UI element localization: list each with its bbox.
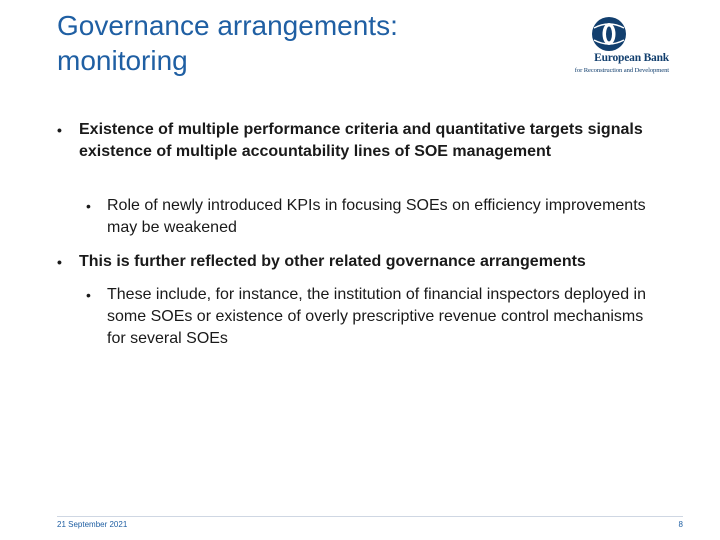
- bullet-marker: •: [86, 287, 91, 303]
- bullet-marker: •: [57, 122, 62, 138]
- slide-title-line-2: monitoring: [57, 45, 188, 76]
- bullet-marker: •: [86, 198, 91, 214]
- bullet-marker: •: [57, 254, 62, 270]
- bullet-text: Role of newly introduced KPIs in focusing SOEs on efficiency improvements may be weakened: [107, 197, 646, 236]
- footer-date: 21 September 2021: [57, 520, 128, 529]
- ebrd-logo: [553, 16, 669, 78]
- ebrd-logo-icon: [591, 16, 627, 52]
- bullet-text: This is further reflected by other related governance arrangements: [79, 253, 586, 270]
- bullet-text: Existence of multiple performance criteria and quantitative targets signals existence of multiple accountability lines of SOE management: [79, 121, 643, 160]
- bullet-level-1: [57, 119, 657, 163]
- slide-title-line-1: Governance arrangements:: [57, 10, 398, 41]
- page-number: 8: [678, 520, 683, 529]
- logo-subtitle: for Reconstruction and Development: [574, 67, 669, 74]
- footer-divider: [57, 516, 683, 517]
- bullet-level-2: [86, 284, 656, 350]
- bullet-level-2: [86, 195, 656, 239]
- bullet-text: These include, for instance, the institution of financial inspectors deployed in some SOEs or existence of overly prescriptive revenue control mechanisms for several SOEs: [107, 286, 646, 347]
- slide-title: [57, 8, 497, 78]
- bullet-level-1: [57, 251, 657, 273]
- logo-name: European Bank: [594, 52, 669, 64]
